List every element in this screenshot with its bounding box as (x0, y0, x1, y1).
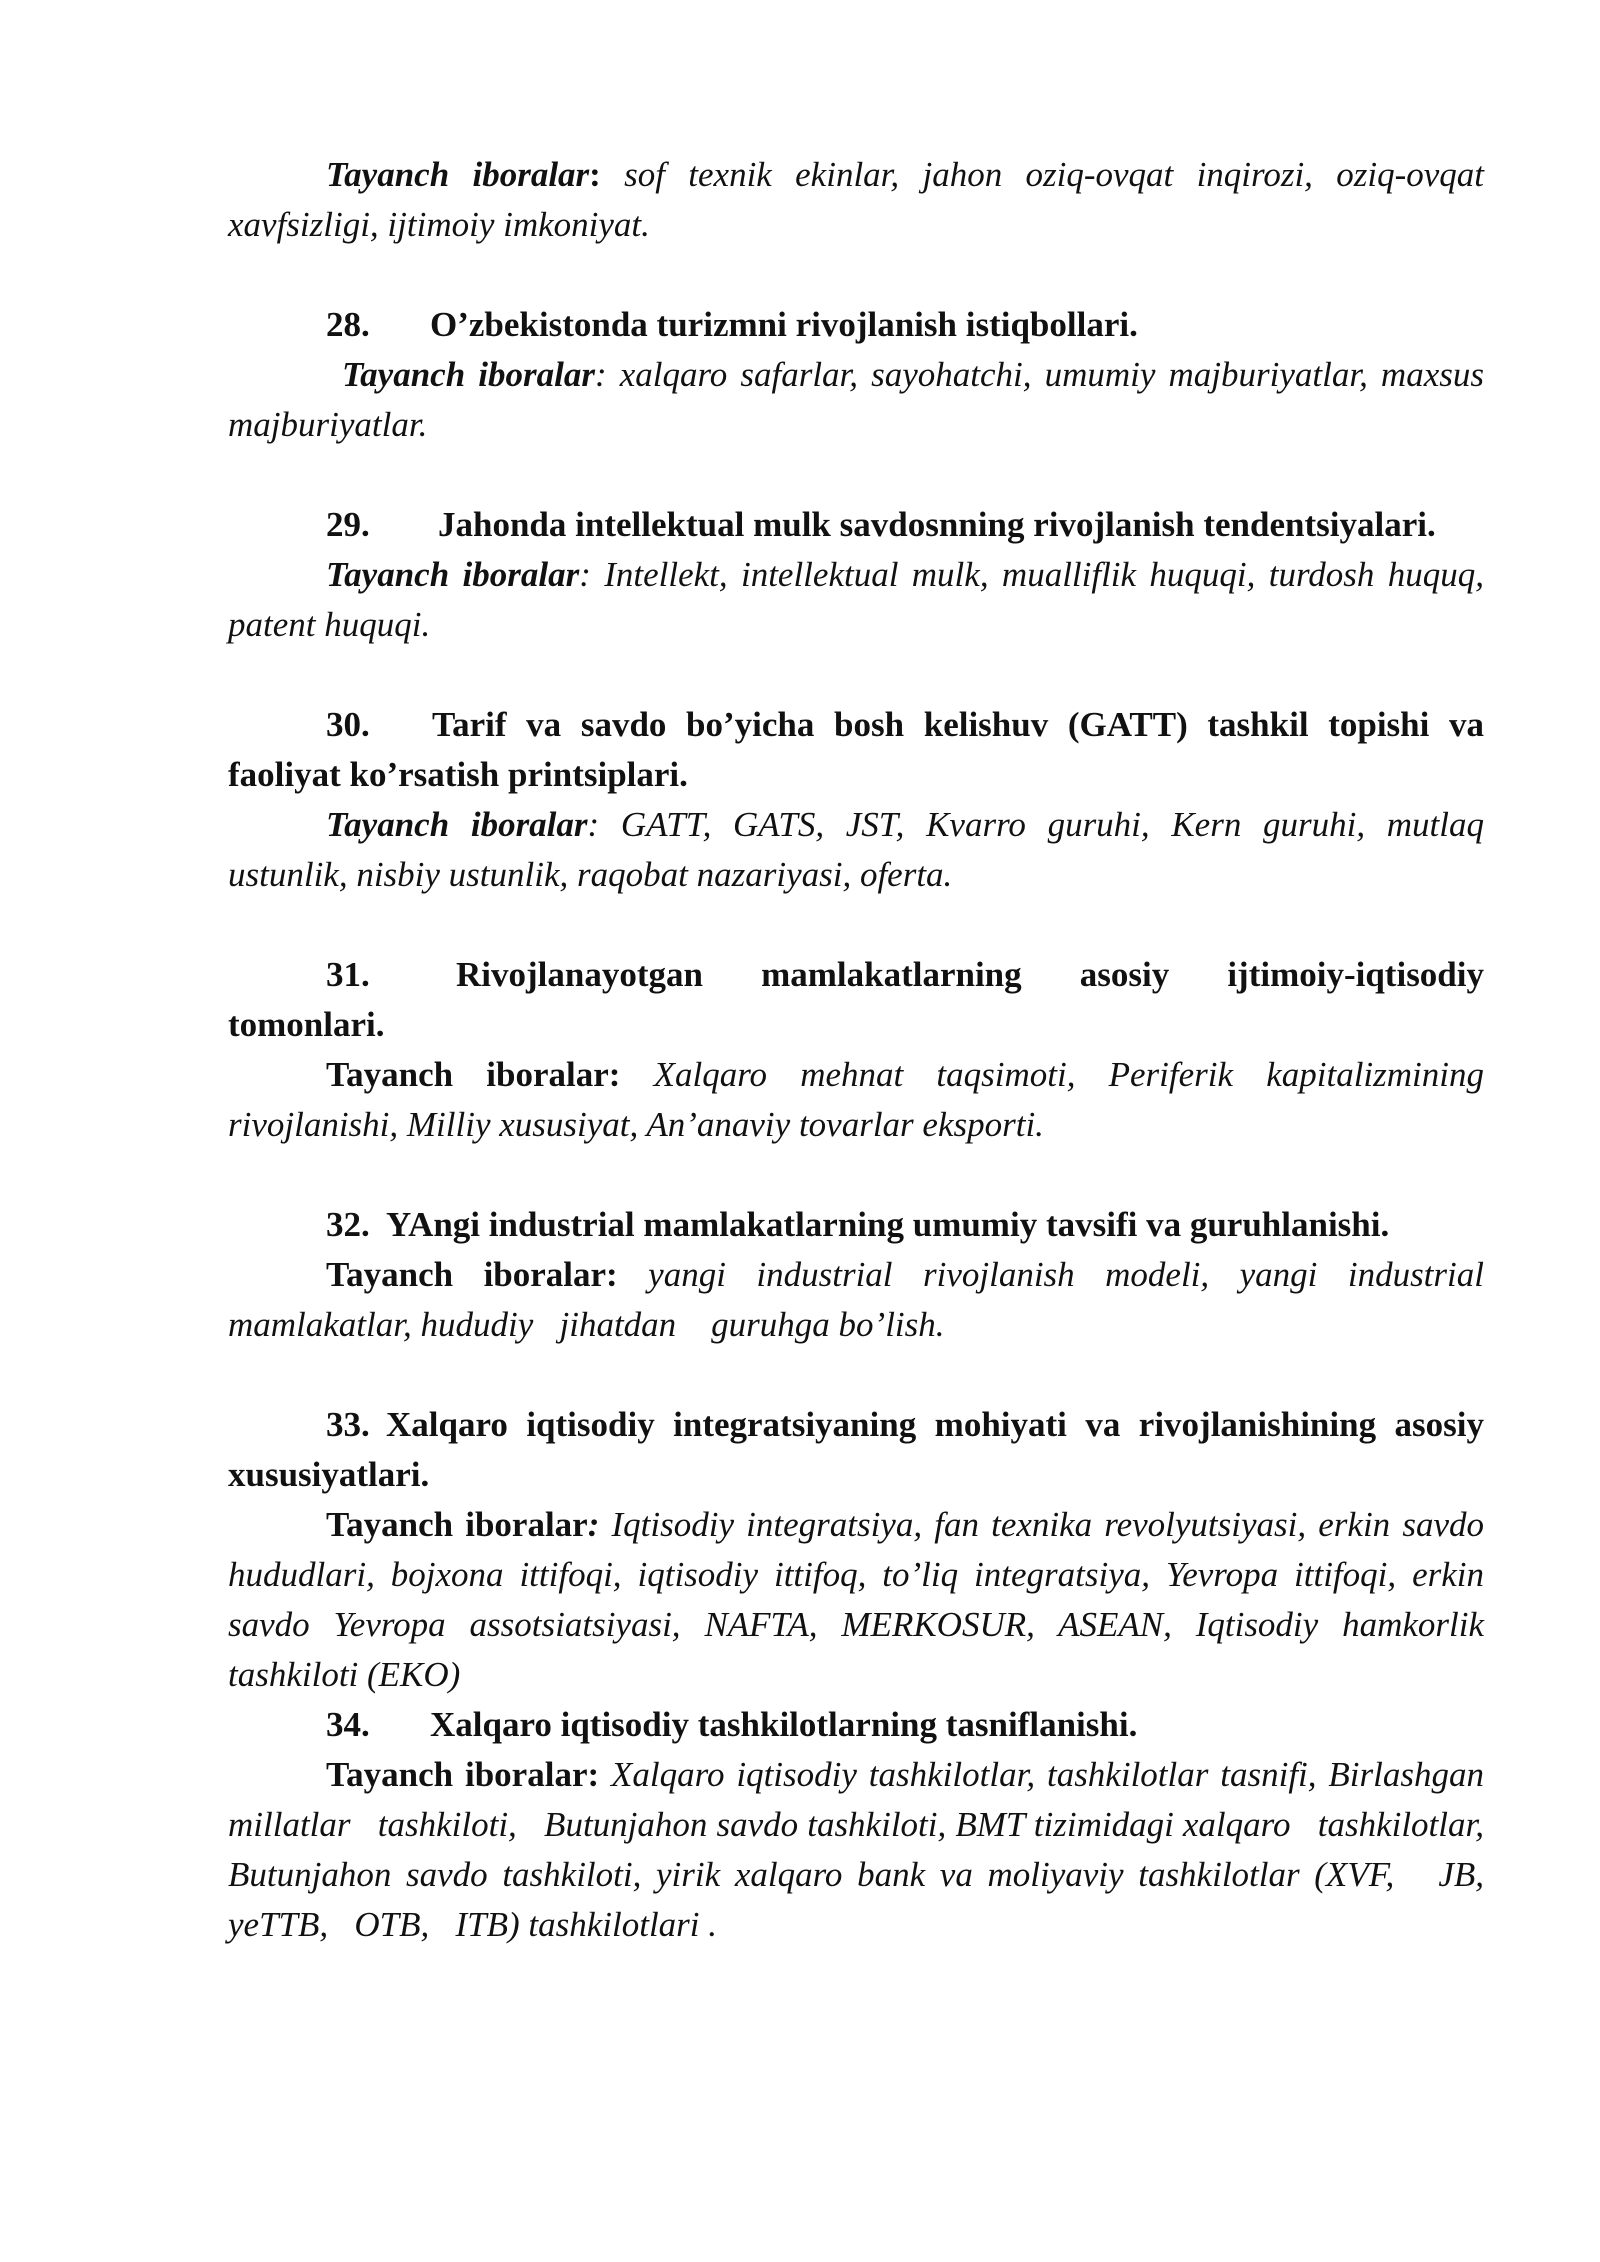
section-heading-30 (228, 700, 1484, 800)
section-title: YAngi industrial mamlakatlarning umumiy tavsifi va guruhlanishi. (386, 1205, 1390, 1244)
keywords-terms: sof texnik ekinlar, jahon oziq-ovqat inqirozi, oziq-ovqat xavfsizligi, ijtimoiy imkoniyat. (228, 155, 1485, 244)
section-heading-33 (228, 1400, 1484, 1500)
keywords-label: Tayanch iboralar (326, 155, 590, 194)
keywords-terms: Xalqaro iqtisodiy tashkilotlar, tashkilotlar tasnifi, Birlashgan millatlar tashkiloti, Butunjahon savdo tashkiloti, BMT tizimidagi xalqaro tashkilotlar, Butunjahon savdo tashkiloti, yirik xalqaro bank va moliyaviy tashkilotlar (XVF, JB, yeTTB, OTB, ITB) tashkilotlari . (228, 1755, 1511, 1944)
spacer (228, 1150, 1484, 1200)
keywords-paragraph (228, 1500, 1484, 1700)
keywords-label: Tayanch iboralar (326, 805, 588, 844)
section-title: Tarif va savdo bo’yicha bosh kelishuv (GATT) tashkil topishi va faoliyat ko’rsatish printsiplari. (228, 705, 1484, 794)
keywords-terms: GATT, GATS, JST, Kvarro guruhi, Kern guruhi, mutlaq ustunlik, nisbiy ustunlik, raqobat nazariyasi, oferta. (228, 805, 1485, 894)
keywords-paragraph (228, 150, 1484, 250)
section-heading-32 (228, 1200, 1484, 1250)
keywords-terms: Intellekt, intellektual mulk, mualliflik huquqi, turdosh huquq, patent huquqi. (228, 555, 1485, 644)
keywords-label: Tayanch iboralar: (326, 1755, 600, 1794)
keywords-terms: xalqaro safarlar, sayohatchi, umumiy majburiyatlar, maxsus majburiyatlar. (228, 355, 1484, 444)
section-title: Jahonda intellektual mulk savdosnning rivojlanish tendentsiyalari. (438, 505, 1436, 544)
section-title: Rivojlanayotgan mamlakatlarning asosiy ijtimoiy-iqtisodiy tomonlari. (228, 955, 1484, 1044)
spacer (228, 650, 1484, 700)
section-number: 32. (326, 1205, 370, 1244)
keywords-terms: yangi industrial rivojlanish modeli, yangi industrial mamlakatlar, hududiy jihatdan guruhga bo’lish. (228, 1255, 1493, 1344)
section-number: 34. (326, 1705, 370, 1744)
keywords-label: Tayanch iboralar: (326, 1055, 621, 1094)
section-heading-28 (228, 300, 1484, 350)
spacer (228, 250, 1484, 300)
keywords-paragraph (228, 1750, 1511, 1950)
document-page (228, 150, 1511, 1950)
spacer (228, 900, 1484, 950)
section-number: 28. (326, 305, 370, 344)
section-number: 30. (326, 705, 370, 744)
keywords-label: Tayanch iboralar: (326, 1255, 618, 1294)
keywords-terms: Iqtisodiy integratsiya, fan texnika revolyutsiyasi, erkin savdo hududlari, bojxona ittifoqi, iqtisodiy ittifoq, to’liq integratsiya, Yevropa ittifoqi, erkin savdo Yevropa assotsiatsiyasi, NAFTA, MERKOSUR, ASEAN, Iqtisodiy hamkorlik tashkiloti (EKO) (228, 1505, 1484, 1694)
keywords-label: Tayanch iboralar (342, 355, 595, 394)
keywords-terms: Xalqaro mehnat taqsimoti, Periferik kapitalizmining rivojlanishi, Milliy xususiyat, An’anaviy tovarlar eksporti. (228, 1055, 1484, 1144)
section-heading-29 (228, 500, 1484, 550)
keywords-paragraph (228, 1250, 1493, 1350)
keywords-paragraph (228, 800, 1484, 900)
keywords-paragraph (228, 1050, 1484, 1150)
section-title: Xalqaro iqtisodiy integratsiyaning mohiyati va rivojlanishining asosiy xususiyatlari. (228, 1405, 1484, 1494)
keywords-paragraph (228, 550, 1484, 650)
section-title: Xalqaro iqtisodiy tashkilotlarning tasniflanishi. (430, 1705, 1138, 1744)
spacer (228, 1350, 1484, 1400)
keywords-label: Tayanch iboralar (326, 555, 580, 594)
keywords-separator: : (587, 805, 600, 844)
section-heading-34 (228, 1700, 1484, 1750)
keywords-label: Tayanch iboralar (326, 1505, 588, 1544)
spacer (228, 450, 1484, 500)
keywords-separator: : (589, 155, 601, 194)
keywords-paragraph (228, 350, 1484, 450)
section-number: 29. (326, 505, 370, 544)
section-title: O’zbekistonda turizmni rivojlanish istiqbollari. (430, 305, 1138, 344)
section-heading-31 (228, 950, 1484, 1050)
section-number: 31. (326, 955, 370, 994)
keywords-separator: : (594, 355, 607, 394)
section-number: 33. (326, 1405, 370, 1444)
keywords-separator: : (579, 555, 591, 594)
keywords-separator: : (587, 1505, 600, 1544)
